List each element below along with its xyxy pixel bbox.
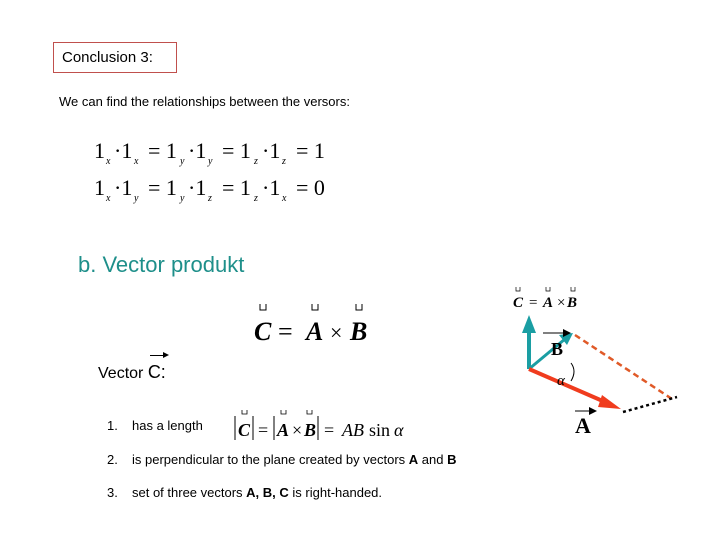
svg-text:×: × [557,295,566,311]
list-num: 3. [107,485,118,500]
angle-label: α [557,373,565,389]
section-title: b. Vector produkt [78,252,245,277]
svg-text:= 1: = 1 [296,138,325,163]
svg-text:A: A [543,295,554,311]
svg-text:x: x [134,156,139,167]
svg-text:= 1: = 1 [148,138,177,163]
list-item-1 [107,418,203,433]
dashed-side-upper [575,335,675,401]
svg-text:1: 1 [94,175,105,200]
svg-text:A: A [277,420,290,440]
svg-text:C: C [513,295,524,311]
small-cross-formula [513,287,577,311]
svg-text:C: C [238,420,251,440]
svg-text:B: B [304,420,317,440]
vector-c-symbol: C: [147,362,166,382]
svg-text:z: z [254,193,258,204]
svg-text:B: B [350,317,368,346]
svg-text:x: x [106,156,111,167]
cross-product-formula [252,298,382,346]
svg-text:= 1: = 1 [222,138,251,163]
svg-text:=: = [324,420,335,440]
svg-text:=: = [278,317,293,346]
label-a: A [575,413,591,438]
conclusion-label: Conclusion 3: [53,42,177,73]
svg-text:= 1: = 1 [148,175,177,200]
svg-text:=: = [529,295,538,311]
svg-text:z: z [282,156,286,167]
svg-text:B: B [567,295,578,311]
list-item-3 [107,485,382,500]
dashed-side-lower [623,397,677,412]
svg-text:AB: AB [342,420,364,440]
vector-c-prefix: Vector [98,365,148,382]
svg-text:·1: ·1 [262,175,281,200]
svg-text:×: × [292,420,303,440]
svg-text:α: α [394,420,404,440]
svg-text:y: y [134,193,139,204]
svg-text:C: C [254,317,272,346]
versor-equations [90,135,350,210]
list-text: is perpendicular to the plane created by vectors A and B [132,452,457,467]
list-num: 1. [107,418,118,433]
svg-text:A: A [306,317,324,346]
svg-text:y: y [180,156,185,167]
vector-c-arrowhead [522,315,536,333]
intro-text: We can find the relationships between the versors: [59,94,350,109]
vector-a-arrow [529,369,605,402]
svg-text:sin: sin [369,420,391,440]
svg-text:1: 1 [94,138,105,163]
list-num: 2. [107,452,118,467]
vector-c-label [98,362,166,383]
svg-text:x: x [282,193,287,204]
svg-text:y: y [180,193,185,204]
svg-text:z: z [254,156,258,167]
svg-text:=: = [258,420,269,440]
svg-text:= 0: = 0 [296,175,325,200]
list-text: has a length [132,418,203,433]
svg-text:x: x [106,193,111,204]
list-text: set of three vectors A, B, C is right-handed. [132,485,383,500]
svg-text:= 1: = 1 [222,175,251,200]
svg-text:·1: ·1 [114,175,133,200]
svg-text:·1: ·1 [262,138,281,163]
svg-text:×: × [330,320,343,345]
label-b: B [551,339,564,359]
vector-a-arrowhead [598,395,621,409]
svg-text:·1: ·1 [188,138,207,163]
vector-diagram [505,285,710,440]
length-formula [232,408,432,444]
svg-text:y: y [208,156,213,167]
list-item-2 [107,452,456,467]
svg-text:·1: ·1 [188,175,207,200]
svg-text:·1: ·1 [114,138,133,163]
svg-text:z: z [208,193,212,204]
angle-arc [571,363,574,381]
